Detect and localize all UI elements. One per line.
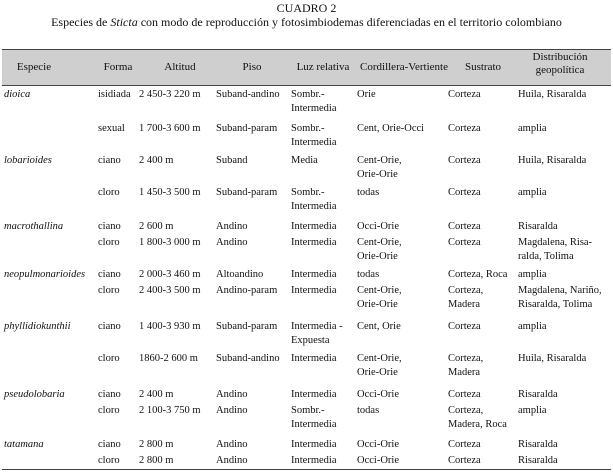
cell-floor: Suband-andino <box>216 353 280 364</box>
cell-range: Orie-Orie <box>357 367 398 378</box>
cell-light: Intermedia <box>291 237 337 248</box>
cell-substrate: Corteza <box>448 123 481 134</box>
cell-floor: Andino <box>216 389 248 400</box>
cell-form: cloro <box>98 237 120 248</box>
cell-altitude: 2 400-3 500 m <box>139 285 201 296</box>
cell-floor: Andino <box>216 439 248 450</box>
cell-species: tatamana <box>4 439 44 450</box>
cell-light: Sombr.- <box>291 405 325 416</box>
cell-distribution: Huila, Risaralda <box>518 89 587 100</box>
cell-substrate: Corteza <box>448 321 481 332</box>
cell-range: Cent-Orie, <box>357 155 402 166</box>
header-altitude: Altitud <box>164 61 196 73</box>
cell-altitude: 1 450-3 500 m <box>139 187 201 198</box>
cell-species: pseudolobaria <box>4 389 65 400</box>
cell-distribution: Risaralda <box>518 221 558 232</box>
cell-form: sexual <box>98 123 125 134</box>
cell-substrate: Madera, Roca <box>448 419 507 430</box>
cell-distribution: Magdalena, Risa- <box>518 237 593 248</box>
cell-altitude: 2 100-3 750 m <box>139 405 201 416</box>
cell-substrate: Corteza, Roca <box>448 269 508 280</box>
table-caption <box>0 15 613 30</box>
cell-substrate: Corteza <box>448 89 481 100</box>
cell-light: Intermedia <box>291 221 337 232</box>
header-floor: Piso <box>242 61 262 73</box>
cell-distribution: amplia <box>518 187 547 198</box>
cell-species: macrothallina <box>4 221 64 232</box>
cell-distribution: amplia <box>518 269 547 280</box>
cell-light: Intermedia <box>291 269 337 280</box>
cell-floor: Suband-param <box>216 187 278 198</box>
cell-range: Orie-Orie <box>357 251 398 262</box>
header-light: Luz relativa <box>296 61 350 73</box>
cell-form: ciano <box>98 269 121 280</box>
cell-species: neopulmonarioides <box>4 269 86 280</box>
cell-form: ciano <box>98 155 121 166</box>
cell-form: cloro <box>98 455 120 466</box>
cell-altitude: 2 450-3 220 m <box>139 89 201 100</box>
cell-light: Media <box>291 155 318 166</box>
cell-form: cloro <box>98 187 120 198</box>
cell-distribution: Huila, Risaralda <box>518 155 587 166</box>
cell-distribution: amplia <box>518 405 547 416</box>
cell-form: cloro <box>98 285 120 296</box>
cell-range: Occi-Orie <box>357 221 399 232</box>
cell-form: cloro <box>98 405 120 416</box>
cell-light: Intermedia <box>291 103 337 114</box>
cell-substrate: Corteza <box>448 389 481 400</box>
cell-range: Occi-Orie <box>357 439 399 450</box>
cell-light: Intermedia <box>291 285 337 296</box>
cell-floor: Suband-param <box>216 321 278 332</box>
cell-species: dioica <box>4 89 31 100</box>
cell-altitude: 1 800-3 000 m <box>139 237 201 248</box>
cell-distribution: Huila, Risaralda <box>518 353 587 364</box>
cell-range: todas <box>357 405 380 416</box>
cell-substrate: Madera <box>448 299 481 310</box>
cell-substrate: Corteza <box>448 455 481 466</box>
cell-species: lobarioides <box>4 155 52 166</box>
table-bottom-rule <box>2 469 611 470</box>
cell-range: Orie-Orie <box>357 169 398 180</box>
cell-floor: Andino <box>216 221 248 232</box>
cell-light: Sombr.- <box>291 123 325 134</box>
cell-substrate: Madera <box>448 367 481 378</box>
cell-form: ciano <box>98 321 121 332</box>
cell-altitude: 1 400-3 930 m <box>139 321 201 332</box>
cell-altitude: 2 800 m <box>139 455 174 466</box>
cell-light: Intermedia <box>291 419 337 430</box>
cell-floor: Andino <box>216 237 248 248</box>
cell-altitude: 2 000-3 460 m <box>139 269 201 280</box>
header-form: Forma <box>103 61 133 73</box>
cell-floor: Suband-andino <box>216 89 280 100</box>
cell-light: Intermedia <box>291 137 337 148</box>
caption-genus: Sticta <box>110 15 138 29</box>
cell-floor: Suband-param <box>216 123 278 134</box>
cell-range: Orie <box>357 89 376 100</box>
cell-range: Cent-Orie, <box>357 237 402 248</box>
cell-range: Orie-Orie <box>357 299 398 310</box>
cell-altitude: 2 800 m <box>139 439 174 450</box>
cell-light: Sombr.- <box>291 187 325 198</box>
header-distribution: Distribución geopolítica <box>532 51 588 76</box>
cell-substrate: Corteza, <box>448 405 484 416</box>
header-range: Cordillera-Vertiente <box>360 61 448 73</box>
cell-substrate: Corteza, <box>448 353 484 364</box>
cell-altitude: 1860-2 600 m <box>139 353 198 364</box>
cell-floor: Andino <box>216 455 248 466</box>
cell-distribution: amplia <box>518 123 547 134</box>
cell-form: isidiada <box>98 89 131 100</box>
cell-substrate: Corteza <box>448 155 481 166</box>
cell-floor: Andino <box>216 405 248 416</box>
cell-light: Sombr.- <box>291 89 325 100</box>
cell-substrate: Corteza <box>448 439 481 450</box>
cell-distribution: Risaralda <box>518 455 558 466</box>
cell-light: Expuesta <box>291 335 330 346</box>
cell-distribution: Risaralda, Tolima <box>518 299 593 310</box>
cell-light: Intermedia - <box>291 321 343 332</box>
cell-distribution: Risaralda <box>518 389 558 400</box>
cell-range: todas <box>357 187 380 198</box>
cell-light: Intermedia <box>291 455 337 466</box>
cell-range: Cent-Orie, <box>357 285 402 296</box>
cell-distribution: Risaralda <box>518 439 558 450</box>
cell-floor: Altoandino <box>216 269 264 280</box>
table-caption-label: CUADRO 2 <box>276 1 337 15</box>
cell-floor: Andino-param <box>216 285 278 296</box>
cell-range: todas <box>357 269 380 280</box>
cell-altitude: 2 400 m <box>139 389 174 400</box>
cell-light: Intermedia <box>291 389 337 400</box>
cell-floor: Suband <box>216 155 248 166</box>
cell-range: Cent, Orie <box>357 321 401 332</box>
cell-form: ciano <box>98 389 121 400</box>
cell-altitude: 2 600 m <box>139 221 174 232</box>
cell-species: phyllidiokunthii <box>4 321 71 332</box>
cell-range: Cent-Orie, <box>357 353 402 364</box>
cell-range: Cent, Orie-Occi <box>357 123 425 134</box>
cell-range: Occi-Orie <box>357 455 399 466</box>
cell-distribution: amplia <box>518 321 547 332</box>
cell-distribution: ralda, Tolima <box>518 251 574 262</box>
cell-light: Intermedia <box>291 439 337 450</box>
header-substrate: Sustrato <box>464 61 502 73</box>
cell-substrate: Corteza <box>448 237 481 248</box>
cell-light: Intermedia <box>291 201 337 212</box>
cell-range: Occi-Orie <box>357 389 399 400</box>
cell-substrate: Corteza, <box>448 285 484 296</box>
caption-suffix: con modo de reproducción y fotosimbiodemas diferenciadas en el territorio colombiano <box>137 15 562 29</box>
cell-distribution: Magdalena, Nariño, <box>518 285 602 296</box>
cell-substrate: Corteza <box>448 187 481 198</box>
cell-altitude: 1 700-3 600 m <box>139 123 201 134</box>
cell-form: cloro <box>98 353 120 364</box>
cell-light: Intermedia <box>291 353 337 364</box>
cell-form: ciano <box>98 439 121 450</box>
header-species: Especie <box>16 61 52 73</box>
cell-form: ciano <box>98 221 121 232</box>
caption-prefix: Especies de <box>51 15 111 29</box>
cell-altitude: 2 400 m <box>139 155 174 166</box>
cell-substrate: Corteza <box>448 221 481 232</box>
